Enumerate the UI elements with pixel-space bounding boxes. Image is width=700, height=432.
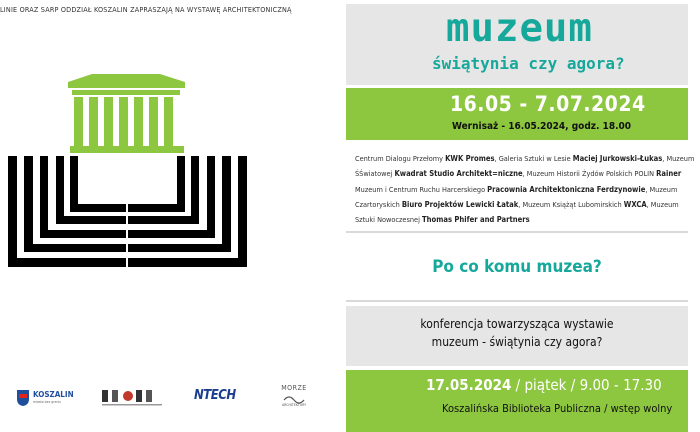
dates-panel: [346, 88, 688, 140]
partner-institution: , Muzeum Książąt Lubomirskich: [518, 199, 624, 209]
partner-architect: Kwadrat Studio Architekt=niczne: [394, 169, 523, 179]
koszalin-logo: [16, 388, 76, 410]
partner-institution: , Muzeum Sztuki: [355, 199, 679, 225]
sarp-mark-icon: [100, 388, 166, 408]
partner-institution: Nowoczesnej: [377, 215, 422, 225]
ntech-logo-text: NTECH: [194, 388, 236, 403]
partner-institution: , Muzeum Ś: [355, 154, 695, 179]
partner-institution: , Galeria Sztuki w Lesie: [494, 154, 573, 163]
temple-icon: [68, 74, 185, 153]
koszalin-logo-subtext: miasto bez granic: [33, 400, 62, 404]
event-datetime: [426, 376, 662, 394]
morze-architektury-logo: [276, 384, 312, 414]
wave-icon: [284, 393, 304, 403]
event-panel: [346, 370, 688, 432]
exhibition-title: muzeum: [446, 6, 593, 51]
partner-architect: Pracownia Architektoniczna Ferdzynowie: [487, 184, 646, 194]
koszalin-logo-text: KOSZALIN: [33, 390, 74, 399]
exhibition-logo: [0, 60, 345, 270]
exhibition-subtitle: świątynia czy agora?: [432, 54, 625, 73]
partner-architect: Maciej Jurkowski-Łukas: [572, 154, 663, 163]
partner-institution: , Muzeum Historii Żydów Polskich POLIN: [522, 169, 657, 179]
conference-panel: [346, 306, 688, 366]
partner-architect: Thomas Phifer and Partners: [422, 215, 530, 225]
partner-architect: Biuro Projektów Lewicki Łatak: [401, 199, 519, 209]
question-panel: [346, 231, 688, 302]
morze-logo-subtext: ARCHITEKTURY: [281, 403, 307, 407]
partner-architect: WXCA: [623, 199, 647, 209]
event-day-time: / piątek / 9.00 - 17.30: [511, 376, 662, 394]
partner-architect: KWK Promes: [445, 154, 495, 163]
conference-line-2: muzeum - świątynia czy agora?: [431, 335, 603, 349]
conference-line-1: konferencja towarzysząca wystawie: [420, 317, 614, 331]
partners-list: [355, 151, 700, 227]
partner-institution: , Muzeum: [645, 184, 678, 194]
partners-panel: [346, 145, 695, 227]
koszalin-shield-icon: [16, 389, 30, 407]
partner-institution: Czartoryskich: [355, 199, 402, 209]
steps-graphic: [8, 156, 247, 267]
partner-institution: Światowej: [359, 169, 395, 179]
exhibition-dates: 16.05 - 7.07.2024: [450, 92, 646, 116]
event-venue: Koszalińska Biblioteka Publiczna / wstęp wolny: [442, 402, 673, 415]
partner-architect: Rainer: [656, 169, 682, 179]
partner-institution: Centrum Dialogu Przełomy: [355, 154, 446, 163]
title-panel: [346, 4, 688, 85]
vernissage-info: Wernisaż - 16.05.2024, godz. 18.00: [452, 121, 632, 132]
morze-logo-text: MORZE: [281, 384, 307, 392]
question-heading: Po co komu muzea?: [432, 257, 602, 277]
ntech-logo: [194, 388, 248, 406]
event-date: 17.05.2024: [426, 376, 512, 394]
invitation-header-text: LINIE ORAZ SARP ODDZIAŁ KOSZALIN ZAPRASZAJĄ NA WYSTAWĘ ARCHITEKTONICZNĄ: [0, 5, 292, 14]
partner-institution: Muzeum i Centrum Ruchu Harcerskiego: [355, 184, 488, 194]
sarp-logo: [100, 388, 166, 410]
